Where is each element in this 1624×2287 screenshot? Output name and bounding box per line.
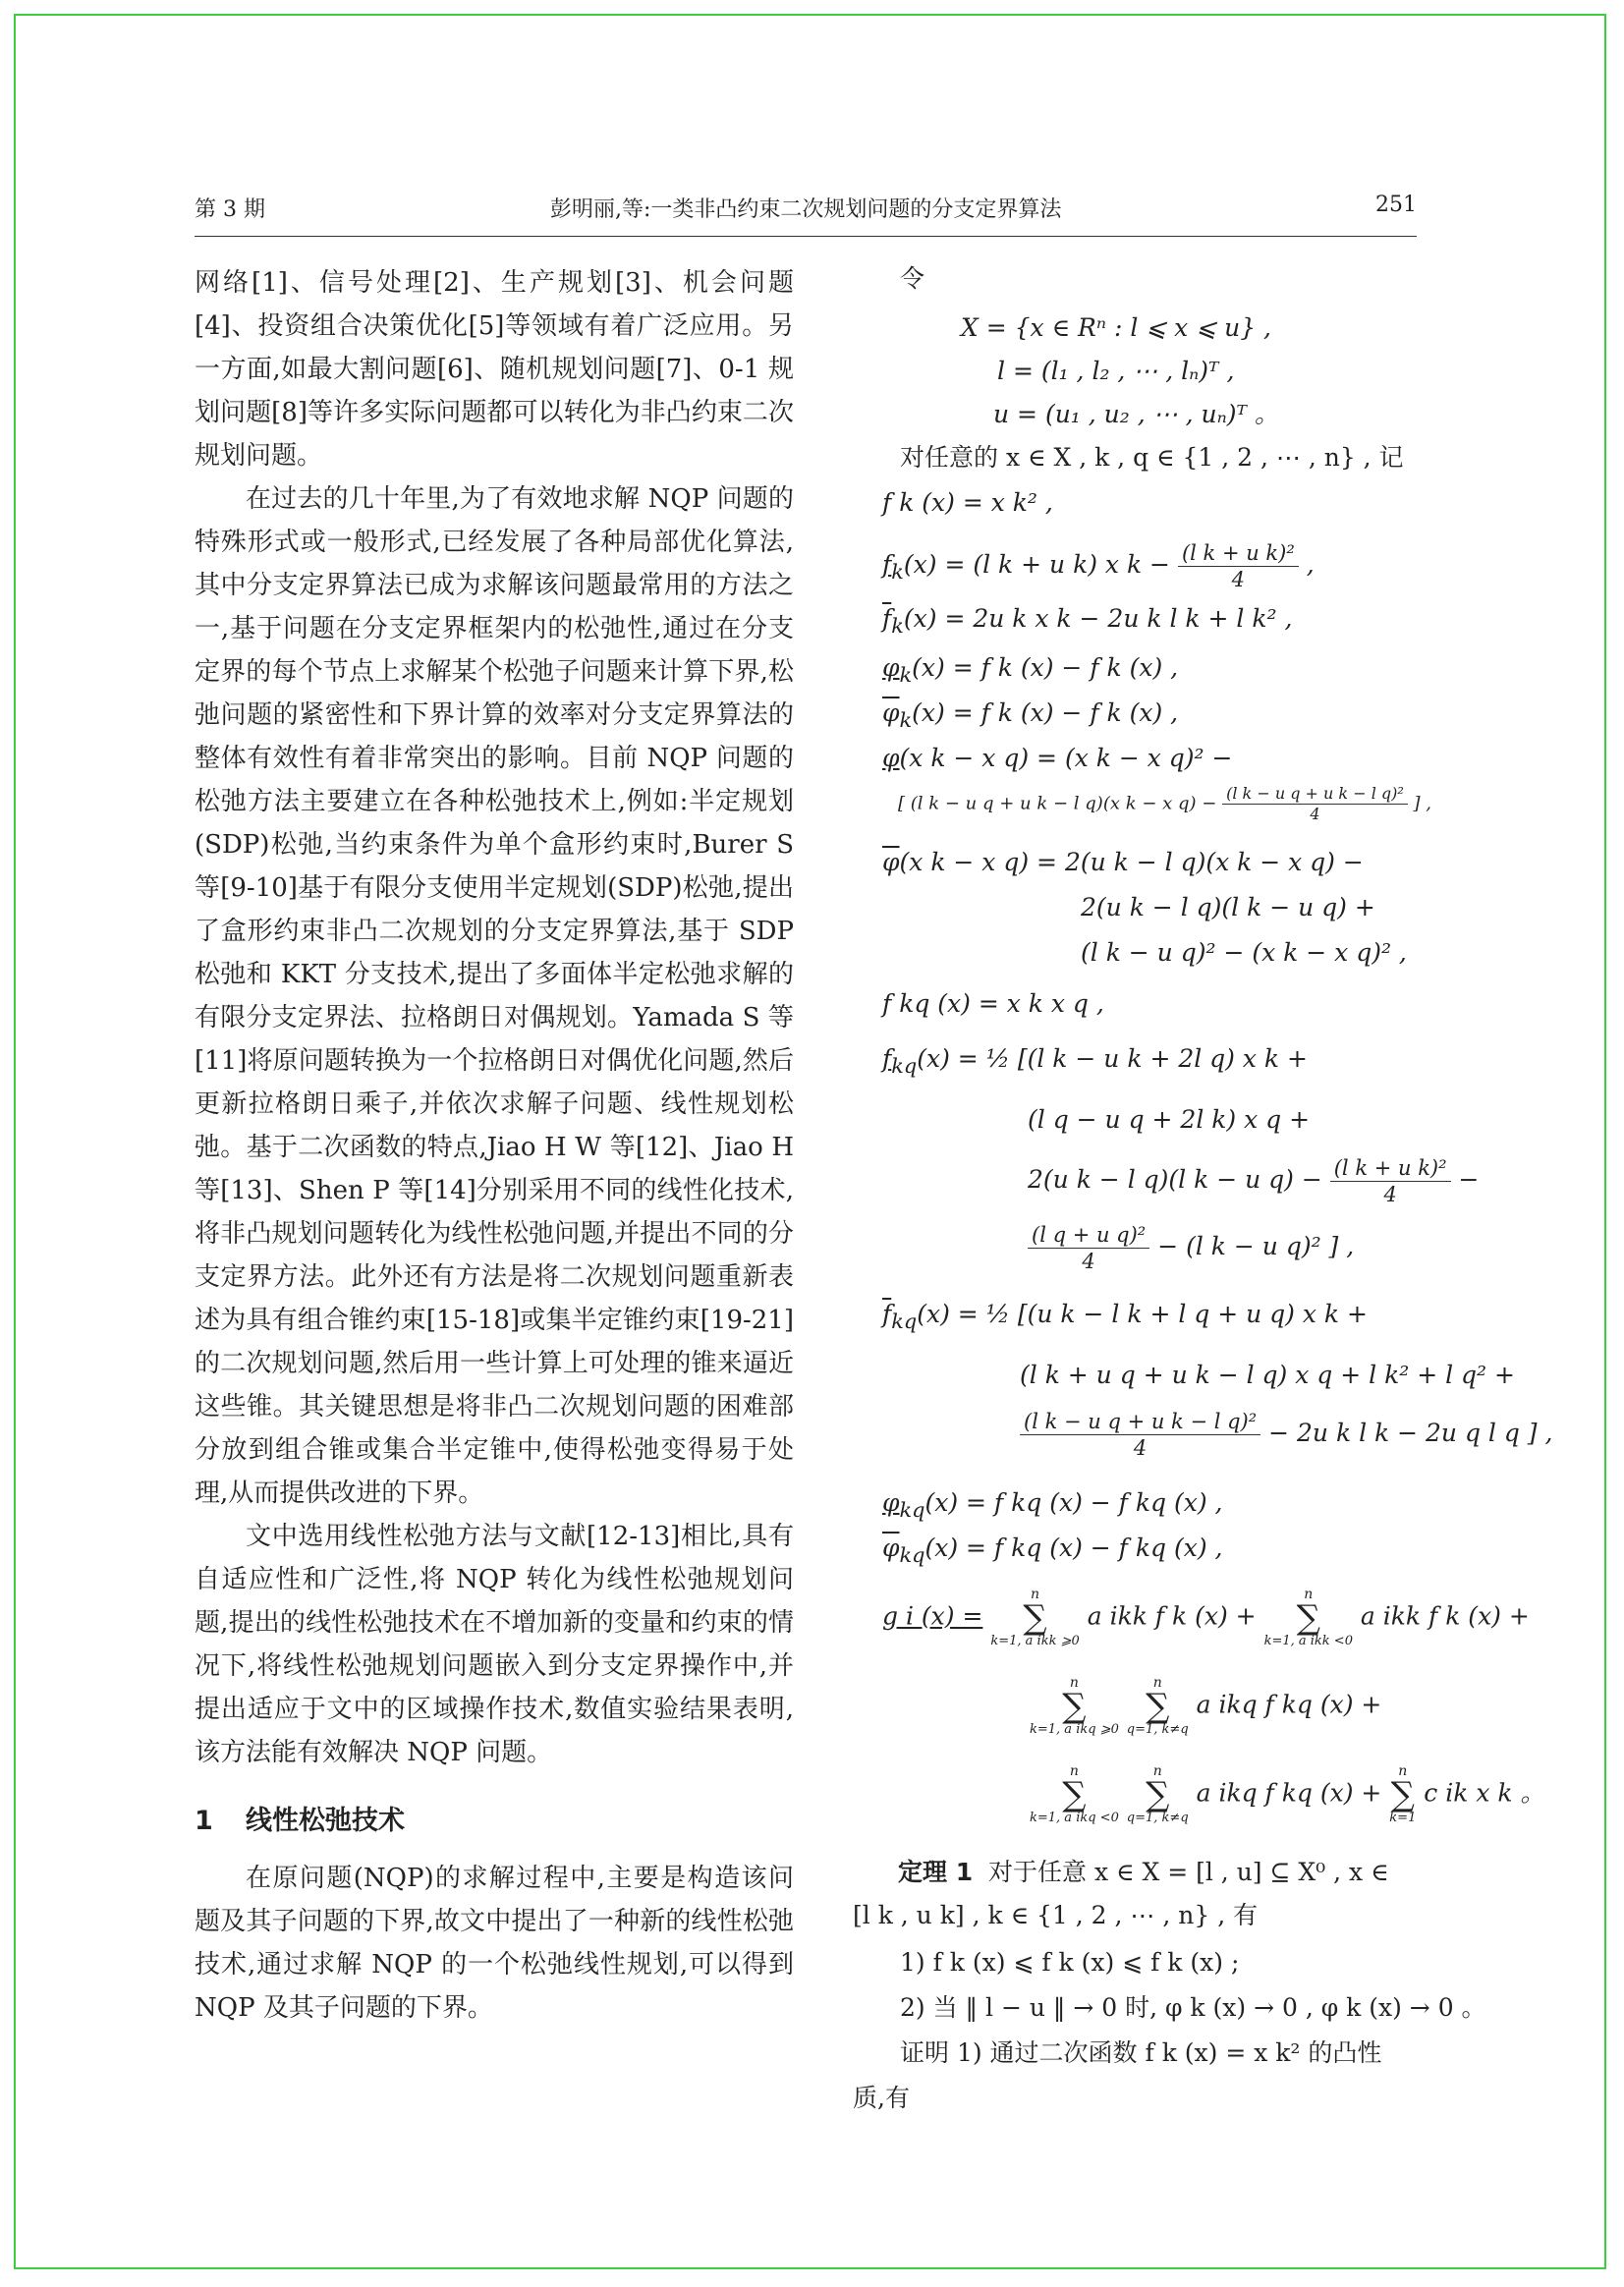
theorem-label: 定理 1: [898, 1858, 974, 1886]
theorem-1-claim-1: 1) f k (x) ⩽ f k (x) ⩽ f k (x) ;: [900, 1948, 1240, 1977]
eq-phi-diff-lower-1: φ(x k − x q) = (x k − x q)² −: [882, 744, 1233, 772]
eq-phi-diff-upper-3: (l k − u q)² − (x k − x q)² ,: [1081, 938, 1407, 967]
eq-phi-diff-upper-2: 2(u k − l q)(l k − u q) +: [1081, 893, 1375, 921]
paragraph-4: 在原问题(NQP)的求解过程中,主要是构造该问题及其子问题的下界,故文中提出了一种新的线性松弛技术,通过求解 NQP 的一个松弛线性规划,可以得到 NQP 及其子问题的下界。: [195, 1864, 794, 2023]
eq-fkq-lower-1: $f_{kq}(x)$ = ½ [(l k − u k + 2l q) x k +: [882, 1044, 1308, 1078]
eq-phikq-upper: $\overline{\varphi}_{kq}(x) = f$ kq (x) − f kq (x) ,: [882, 1534, 1223, 1567]
let-word: 令: [900, 264, 925, 293]
eq-phik-lower: $\varphi_k(x) = f$ k (x) − f k (x) ,: [882, 653, 1179, 687]
eq-fkq-upper-3: $\frac{\text{(l k − u q + u k − l q)²}}{4}$ − 2u k l k − 2u q l q ] ,: [1020, 1409, 1552, 1461]
for-any-line: 对任意的 x ∈ X , k , q ∈ {1 , 2 , ⋯ , n} , 记: [900, 443, 1404, 472]
paragraph-2: 在过去的几十年里,为了有效地求解 NQP 问题的特殊形式或一般形式,已经发展了各种局部优化算法,其中分支定界算法已成为求解该问题最常用的方法之一,基于问题在分支定界框架内的松弛性,通过在分支定界的每个节点上求解某个松弛子问题来计算下界,松弛问题的紧密性和下界计算的效率对分支定界算法的整体有效性有着非常突出的影响。目前 NQP 问题的松弛方法主要建立在各种松弛技术上,例如:半定规划(SDP)松弛,当约束条件为单个盒形约束时,Burer S 等[9-10]基于有限分支使用半定规划(SDP)松弛,提出了盒形约束非凸二次规划的分支定界算法,基于 SDP 松弛和 KKT 分支技术,提出了多面体半定松弛求解的有限分支定界法、拉格朗日对偶规划。Yamada S 等[11]将原问题转换为一个拉格朗日对偶优化问题,然后更新拉格朗日乘子,并依次求解子问题、线性规划松弛。基于二次函数的特点,Jiao H W 等[12]、Jiao H 等[13]、Shen P 等[14]分别采用不同的线性化技术,将非凸规划问题转化为线性松弛问题,并提出不同的分支定界方法。此外还有方法是将二次规划问题重新表述为具有组合锥约束[15-18]或集半定锥约束[19-21]的二次规划问题,然后用一些计算上可处理的锥来逼近这些锥。其关键思想是将非凸二次规划问题的困难部分放到组合锥或集合半定锥中,使得松弛变得易于处理,从而提供改进的下界。: [195, 484, 794, 1508]
eq-fkq-lower-2: (l q − u q + 2l k) x q +: [1028, 1105, 1311, 1134]
running-title: 彭明丽,等:一类非凸约束二次规划问题的分支定界算法: [550, 197, 1062, 222]
eq-fkq-lower-3: 2(u k − l q)(l k − u q) − $\frac{\text{(l k + u k)²}}{4}$ −: [1028, 1156, 1480, 1206]
eq-fk: f k (x) = x k² ,: [882, 488, 1053, 517]
eq-fkq-upper-2: (l k + u q + u k − l q) x q + l k² + l q² +: [1020, 1361, 1515, 1389]
theorem-1-claim-2: 2) 当 ‖ l − u ‖ → 0 时, φ k (x) → 0 , φ k (x) → 0 。: [900, 1993, 1486, 2022]
paragraph-3: 文中选用线性松弛方法与文献[12-13]相比,具有自适应性和广泛性,将 NQP 转化为线性松弛规划问题,提出的线性松弛技术在不增加新的变量和约束的情况下,将线性松弛规划问题嵌入到分支定界操作中,并提出适应于文中的区域操作技术,数值实验结果表明,该方法能有效解决 NQP 问题。: [195, 1522, 794, 1767]
running-header: [195, 193, 1417, 232]
section-number: 1: [195, 1806, 213, 1836]
proof-line-1: 证明 1) 通过二次函数 f k (x) = x k² 的凸性: [900, 2038, 1382, 2067]
page-number: 251: [1375, 193, 1417, 217]
eq-l-def: l = (l₁ , l₂ , ⋯ , lₙ)ᵀ ,: [997, 357, 1235, 385]
eq-fk-upper: $\overline{f}_k(x) = 2u$ k x k − 2u k l k + l k² ,: [882, 604, 1293, 638]
eq-gi-3: n ∑ k=1, a ikq <0 n ∑ q=1, k≠q a ikq f kq (x) + n ∑ k=1 c ik x k 。: [1030, 1763, 1545, 1825]
theorem-1-line-2: [l k , u k] , k ∈ {1 , 2 , ⋯ , n} , 有: [853, 1901, 1259, 1929]
proof-line-2: 质,有: [853, 2084, 910, 2112]
theorem-1-line-1: 定理 1 对于任意 x ∈ X = [l , u] ⊆ X⁰ , x ∈: [898, 1858, 1389, 1886]
eq-fkq-lower-4: $\frac{\text{(l q + u q)²}}{4}$ − (l k − u q)² ] ,: [1028, 1222, 1354, 1274]
eq-u-def: u = (u₁ , u₂ , ⋯ , uₙ)ᵀ 。: [993, 400, 1279, 428]
eq-gi-1: g i (x) = n ∑ k=1, a ikk ⩾0 a ikk f k (x) + n ∑ k=1, a ikk <0 a ikk f k (x) +: [882, 1587, 1530, 1648]
eq-phikq-lower: $\varphi_{kq}(x) = f$ kq (x) − f kq (x) ,: [882, 1488, 1223, 1522]
left-column: [195, 261, 794, 2030]
eq-fkq-upper-1: $\overline{f}_{kq}(x)$ = ½ [(u k − l k + l q + u q) x k +: [882, 1300, 1368, 1333]
eq-gi-2: n ∑ k=1, a ikq ⩾0 n ∑ q=1, k≠q a ikq f kq (x) +: [1030, 1675, 1382, 1737]
paragraph-1: 网络[1]、信号处理[2]、生产规划[3]、机会问题[4]、投资组合决策优化[5]等领域有着广泛应用。另一方面,如最大割问题[6]、随机规划问题[7]、0-1 规划问题[8]等许多实际问题都可以转化为非凸约束二次规划问题。: [195, 268, 794, 471]
eq-phik-upper: $\overline{\varphi}_k(x) = f$ k (x) − f k (x) ,: [882, 698, 1179, 732]
eq-fkq: f kq (x) = x k x q ,: [882, 989, 1104, 1018]
header-rule: [195, 236, 1417, 237]
eq-fk-lower: $f_k(x) = (l$ k + u k) x k − $\frac{\text{(l k + u k)²}}{4}$ ,: [882, 541, 1315, 591]
eq-X-def: X = {x ∈ Rⁿ : l ⩽ x ⩽ u} ,: [961, 313, 1271, 342]
issue-number: 第 3 期: [195, 197, 265, 222]
section-title: 线性松弛技术: [246, 1806, 405, 1836]
eq-phi-diff-lower-2: [ (l k − u q + u k − l q)(x k − x q) − $\frac{\text{(l k − u q + u k − l q)²}}{4}$ ] ,: [898, 784, 1431, 823]
section-heading: [195, 1800, 794, 1843]
eq-phi-diff-upper-1: $\overline{\varphi}(x$ k − x q) = 2(u k − l q)(x k − x q) −: [882, 848, 1364, 876]
